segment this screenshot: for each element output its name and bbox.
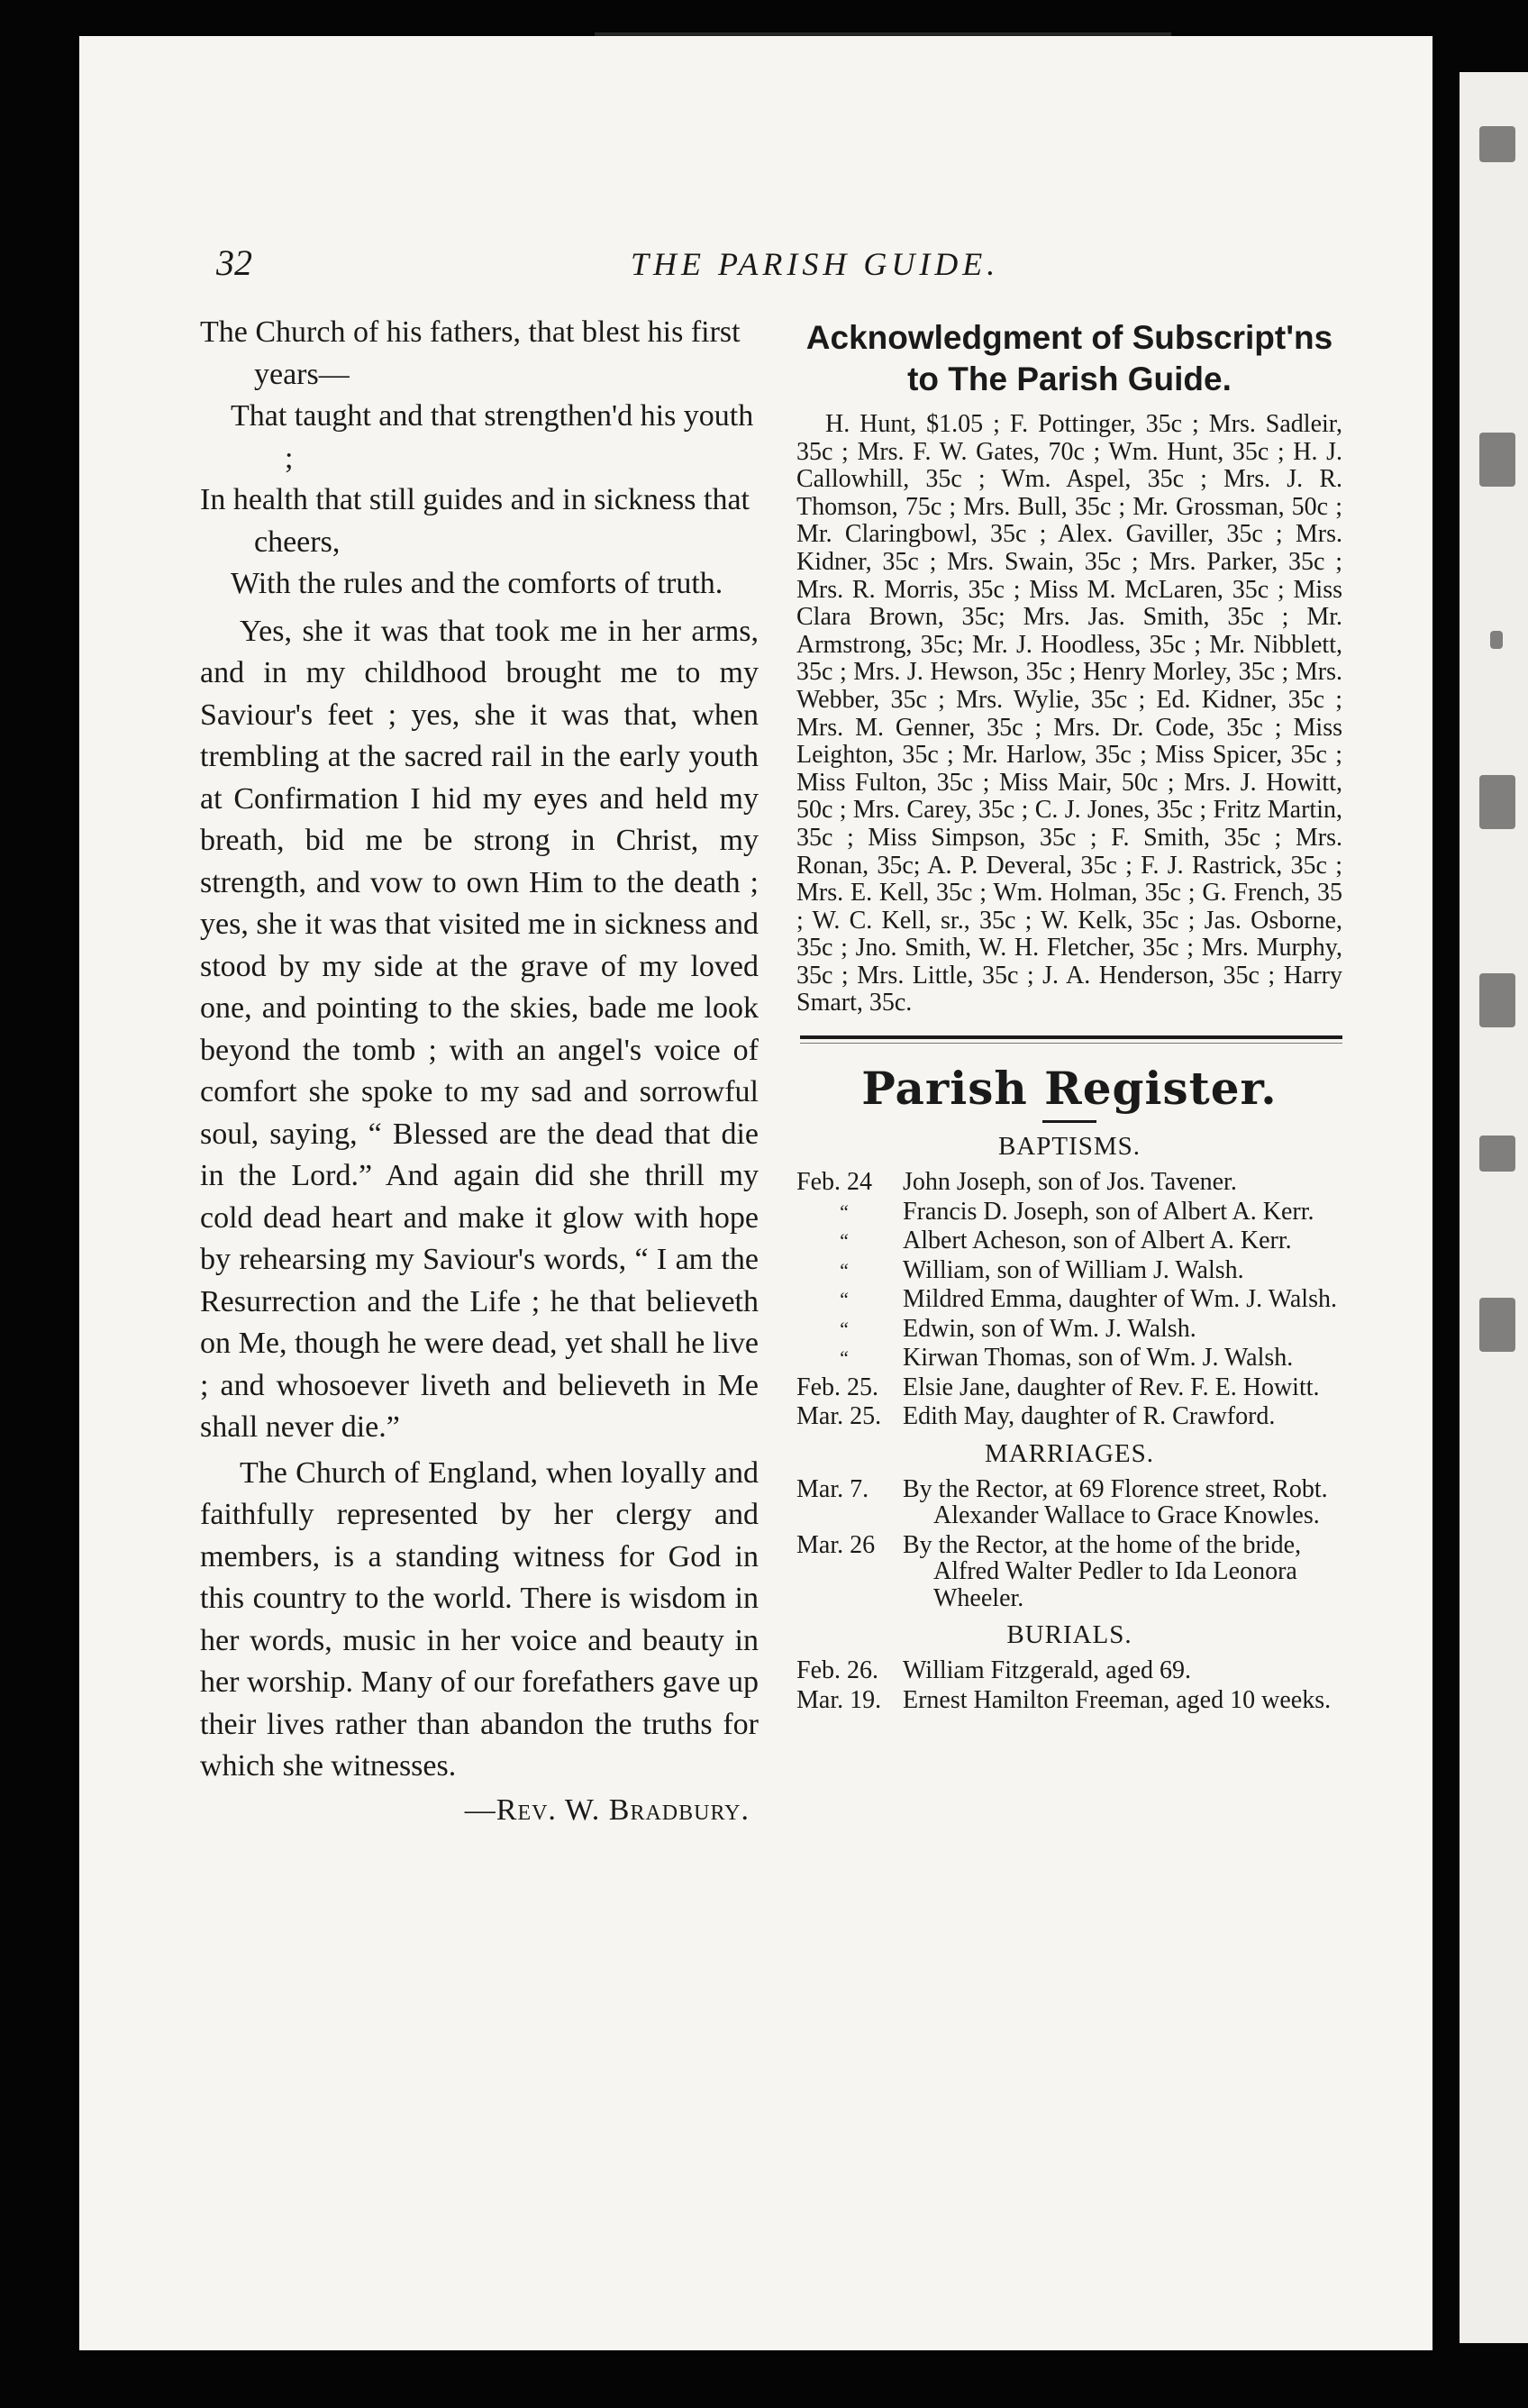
register-entry <box>796 1687 1342 1714</box>
author-signature: —Rev. W. Bradbury. <box>464 1792 750 1827</box>
entry-date: “ <box>838 1317 850 1340</box>
entry-text: John Joseph, son of Jos. Tavener. <box>903 1168 1237 1197</box>
register-entry <box>796 1476 1342 1529</box>
subscriber-list: H. Hunt, $1.05 ; F. Pottinger, 35c ; Mrs. Sadleir, 35c ; Mrs. F. W. Gates, 70c ; Wm. Hunt, 35c ; H. J. Callowhill, 35c ; Wm. Aspel, 35c ; Mrs. J. R. Thomson, 75c ; Mrs. Bull, 35c ; Mr. Grossman, 50c ; Mr. Claringbowl, 35c ; Alex. Gaviller, 35c ; Mrs. Kidner, 35c ; Mrs. Swain, 35c ; Mrs. Parker, 35c ; Mrs. R. Morris, 35c ; Miss M. McLaren, 35c ; Miss Clara Brown, 35c; Mrs. Jas. Smith, 35c ; Mr. Armstrong, 35c; Mr. J. Hoodless, 35c ; Mr. Nibblett, 35c ; Mrs. J. Hewson, 35c ; Henry Morley, 35c ; Mrs. Webber, 35c ; Mrs. Wylie, 35c ; Ed. Kidner, 35c ; Mrs. M. Genner, 35c ; Mrs. Dr. Code, 35c ; Miss Leighton, 35c ; Mr. Harlow, 35c ; Miss Spicer, 35c ; Miss Fulton, 35c ; Miss Mair, 50c ; Mrs. J. Howitt, 50c ; Mrs. Carey, 35c ; C. J. Jones, 35c ; Fritz Martin, 35c ; Miss Simpson, 35c ; F. Smith, 35c ; Mrs. Ronan, 35c; A. P. Deveral, 35c ; F. J. Rastrick, 35c ; Mrs. E. Kell, 35c ; Wm. Holman, 35c ; G. French, 35 ; W. C. Kell, sr., 35c ; W. Kelk, 35c ; Jas. Osborne, 35c ; Jno. Smith, W. H. Fletcher, 35c ; Mrs. Murphy, 35c ; Mrs. Little, 35c ; J. A. Henderson, 35c ; Harry Smart, 35c. <box>796 410 1342 1017</box>
page-number: 32 <box>216 242 252 283</box>
body-paragraph: The Church of England, when loyally and faithfully represented by her clergy and members, is a standing witness for God in this country to the world. There is wisdom in her words, music in her voice and beauty in her worship. Many of our forefathers gave up their lives rather than abandon the truths for which she witnesses. <box>200 1455 759 1783</box>
entry-text: Francis D. Joseph, son of Albert A. Kerr. <box>903 1197 1314 1226</box>
burials-list <box>796 1657 1342 1713</box>
entry-date: “ <box>838 1288 850 1311</box>
adjacent-page-edge <box>1460 72 1528 2343</box>
entry-text: By the Rector, at 69 Florence street, Robt. Alexander Wallace to Grace Knowles. <box>903 1474 1328 1530</box>
running-title: THE PARISH GUIDE. <box>631 246 1000 282</box>
poem-stanza <box>200 312 759 606</box>
entry-date: Feb. 25. <box>796 1373 878 1401</box>
entry-text: Kirwan Thomas, son of Wm. J. Walsh. <box>903 1344 1294 1373</box>
entry-date: Feb. 26. <box>796 1656 878 1685</box>
entry-date: Mar. 19. <box>796 1685 882 1714</box>
register-entry <box>796 1403 1342 1430</box>
register-entry <box>796 1657 1342 1684</box>
register-entry <box>796 1316 1342 1343</box>
entry-text: Elsie Jane, daughter of Rev. F. E. Howitt. <box>903 1373 1320 1401</box>
entry-date: Mar. 26 <box>796 1530 876 1559</box>
register-title: Parish Register. <box>861 1062 1278 1116</box>
baptisms-heading: BAPTISMS. <box>997 1132 1141 1162</box>
register-entry <box>796 1532 1342 1612</box>
entry-date: Mar. 7. <box>796 1474 869 1503</box>
right-column <box>796 317 1342 1716</box>
adjacent-page-glyph <box>1479 973 1515 1027</box>
entry-text: Albert Acheson, son of Albert A. Kerr. <box>903 1227 1292 1255</box>
body-paragraph: Yes, she it was that took me in her arms, and in my childhood brought me to my Saviour's feet ; yes, she it was that, when trembling at the sacred rail in the early youth at Confirmation I hid my eyes and held my breath, bid me be strong in Christ, my strength, and vow to own Him to the death ; yes, she it was that visited me in sickness and stood by my side at the grave of my loved one, and pointing to the skies, bade me look beyond the tomb ; with an angel's voice of comfort she spoke to my sad and sorrowful soul, saying, “ Blessed are the dead that die in the Lord.” And again did she thrill my cold dead heart and make it glow with hope by rehearsing my Saviour's words, “ I am the Resurrection and the Life ; he that believeth on Me, though he were dead, yet shall he live ; and whosoever liveth and believeth in Me shall never die.” <box>200 614 759 1444</box>
section-divider <box>800 1035 1342 1039</box>
entry-text: By the Rector, at the home of the bride, Alfred Walter Pedler to Ida Leonora Wheeler. <box>903 1530 1302 1612</box>
entry-date: Mar. 25. <box>796 1402 882 1431</box>
entry-date: “ <box>838 1229 850 1253</box>
adjacent-page-glyph <box>1479 1136 1515 1172</box>
adjacent-page-glyph <box>1490 631 1503 649</box>
entry-text: Ernest Hamilton Freeman, aged 10 weeks. <box>903 1685 1332 1714</box>
entry-text: Edith May, daughter of R. Crawford. <box>903 1402 1276 1431</box>
poem-line: The Church of his fathers, that blest his first years— <box>200 315 741 391</box>
register-entry <box>796 1199 1342 1226</box>
burials-heading: BURIALS. <box>1006 1620 1132 1650</box>
page-header <box>126 242 1387 287</box>
entry-text: Mildred Emma, daughter of Wm. J. Walsh. <box>903 1285 1337 1314</box>
register-title-underline <box>1042 1120 1096 1123</box>
poem-line: In health that still guides and in sickness that cheers, <box>200 483 750 559</box>
left-column <box>200 312 759 1831</box>
poem-line: That taught and that strengthen'd his youth ; <box>231 399 754 475</box>
register-entry <box>796 1345 1342 1372</box>
register-entry <box>796 1169 1342 1196</box>
entry-date: Feb. 24 <box>796 1168 872 1197</box>
marriages-list <box>796 1476 1342 1612</box>
register-entry <box>796 1227 1342 1254</box>
entry-text: Edwin, son of Wm. J. Walsh. <box>903 1314 1196 1343</box>
section-divider-thin <box>800 1043 1342 1044</box>
register-entry <box>796 1286 1342 1313</box>
baptisms-list <box>796 1169 1342 1430</box>
adjacent-page-glyph <box>1479 126 1515 162</box>
entry-text: William, son of William J. Walsh. <box>903 1255 1244 1284</box>
adjacent-page-glyph <box>1479 775 1515 829</box>
entry-date: “ <box>838 1199 850 1223</box>
adjacent-page-glyph <box>1479 1298 1515 1352</box>
entry-text: William Fitzgerald, aged 69. <box>903 1656 1192 1685</box>
entry-date: “ <box>838 1346 850 1370</box>
acknowledgment-title-line: to The Parish Guide. <box>907 360 1232 397</box>
register-entry <box>796 1374 1342 1401</box>
register-entry <box>796 1257 1342 1284</box>
acknowledgment-title <box>796 317 1342 400</box>
acknowledgment-title-line: Acknowledgment of Subscript'ns <box>805 319 1333 356</box>
adjacent-page-glyph <box>1479 433 1515 487</box>
poem-line: With the rules and the comforts of truth. <box>231 567 723 600</box>
marriages-heading: MARRIAGES. <box>984 1438 1155 1468</box>
entry-date: “ <box>838 1258 850 1282</box>
